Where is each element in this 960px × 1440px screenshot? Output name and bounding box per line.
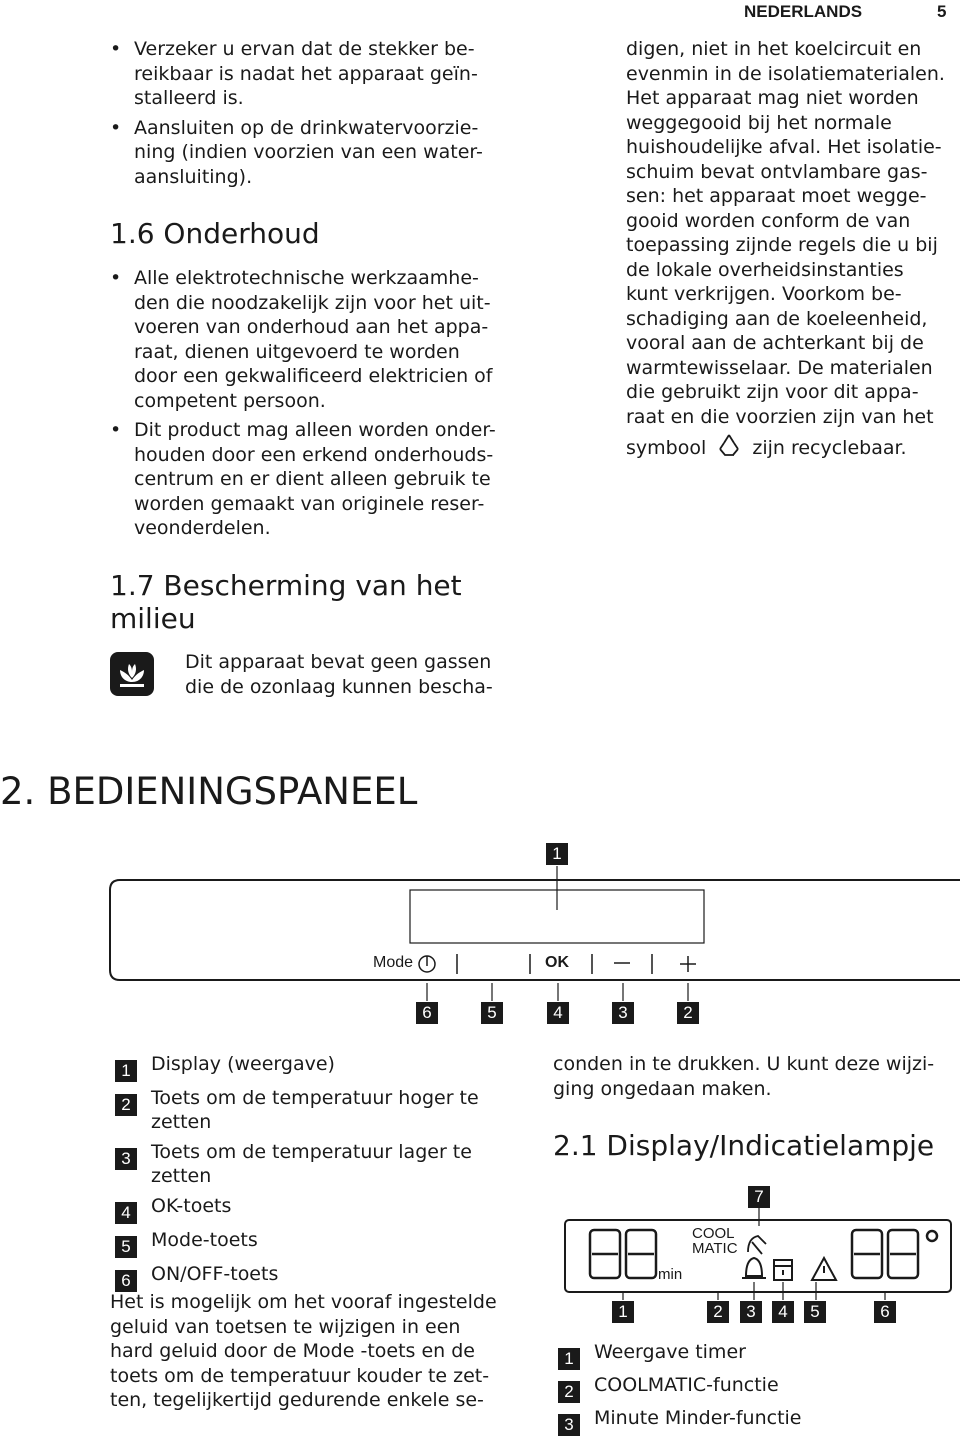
text-line: den die noodzakelijk zijn voor het uit-: [134, 291, 491, 314]
list-item: [110, 116, 520, 190]
text-line: • Dit product mag alleen worden onder-: [134, 419, 496, 441]
text-segment: symbool: [626, 436, 707, 459]
legend-label: OK-toets: [151, 1195, 232, 1217]
text-line: • Alle elektrotechnische werkzaamhe-: [134, 267, 479, 289]
text-line: kunt verkrijgen. Voorkom be-: [626, 283, 902, 305]
callout-5: 5: [481, 1002, 503, 1024]
legend-label: ON/OFF-toets: [151, 1263, 279, 1285]
legend-number: 5: [115, 1236, 137, 1258]
header-language: NEDERLANDS: [744, 2, 863, 21]
recycle-line: [626, 432, 907, 465]
text-line: • Aansluiten op de drinkwatervoorzie-: [134, 116, 479, 139]
ok-button-label[interactable]: OK: [545, 954, 569, 971]
text-line: schuim bevat ontvlambare gas-: [626, 160, 928, 183]
text-line: competent persoon.: [134, 389, 326, 412]
alarm-warning-icon: [812, 1258, 836, 1280]
minute-minder-bell-icon: [742, 1258, 766, 1278]
callout-3: 3: [612, 1002, 634, 1024]
sound-paragraph: [110, 1290, 530, 1413]
text-line: de lokale overheidsinstanties: [626, 258, 904, 281]
legend-label: COOLMATIC-functie: [594, 1374, 779, 1396]
callout-4: 4: [547, 1002, 569, 1024]
text-line: veonderdelen.: [134, 517, 271, 539]
min-label: min: [658, 1266, 683, 1283]
text-line: houden door een erkend onderhouds-: [134, 443, 494, 466]
text-line: raat, dienen uitgevoerd te worden: [134, 340, 460, 363]
text-line: ten, tegelijkertijd gedurende enkele se-: [110, 1389, 484, 1411]
page-number: 5: [937, 2, 947, 21]
text-line: toepassing zijnde regels die u bij: [626, 234, 938, 256]
title-line: 1.7 Bescherming van het: [110, 569, 462, 602]
section-title-milieu: [110, 569, 462, 635]
door-lock-icon: [774, 1260, 792, 1280]
callout-2: 2: [677, 1002, 699, 1024]
text-line: sen: het apparaat moet wegge-: [626, 185, 927, 207]
text-line: ging ongedaan maken.: [553, 1077, 772, 1100]
display-callout-3: 3: [740, 1301, 762, 1323]
bullet-list-onderhoud: [110, 266, 520, 541]
text-line: Dit apparaat bevat geen gassen: [185, 651, 492, 673]
text-line: vooral aan de achterkant bij de: [626, 332, 924, 354]
section-title-onderhoud: 1.6 Onderhoud: [110, 217, 320, 250]
temperature-digits: [852, 1230, 937, 1278]
text-line: Het apparaat mag niet worden: [626, 87, 919, 109]
legend-number: 2: [115, 1094, 137, 1116]
text-line: voeren van onderhoud aan het appa-: [134, 316, 489, 338]
legend-label: Mode-toets: [151, 1229, 258, 1251]
coolmatic-label: [692, 1226, 738, 1256]
display-callout-2: 2: [707, 1301, 729, 1323]
right-column-text: [626, 37, 956, 429]
list-item: [110, 266, 520, 413]
text-line: raat en die voorzien zijn van het: [626, 405, 934, 428]
recycle-icon: [716, 432, 742, 465]
list-item: [110, 37, 520, 111]
text-line: ning (indien voorzien van een water-: [134, 141, 483, 163]
text-line: schadiging aan de koeleenheid,: [626, 307, 928, 330]
display-callout-5: 5: [804, 1301, 826, 1323]
text-line: digen, niet in het koelcircuit en: [626, 38, 922, 60]
list-item: [110, 418, 520, 541]
sound-paragraph-continued: [553, 1052, 953, 1101]
timer-digits: [590, 1230, 656, 1278]
text-line: geluid van toetsen te wijzigen in een: [110, 1315, 461, 1338]
legend-number: 6: [115, 1270, 137, 1292]
display-callout-6: 6: [874, 1301, 896, 1323]
callout-7: 7: [748, 1186, 770, 1208]
control-panel-diagram: [100, 838, 960, 1034]
text-line: hard geluid door de Mode -toets en de: [110, 1340, 475, 1362]
text-line: centrum en er dient alleen gebruik te: [134, 468, 491, 490]
legend-number: 3: [115, 1148, 137, 1170]
text-line: Het is mogelijk om het vooraf ingestelde: [110, 1291, 497, 1313]
legend-label: zetten: [151, 1111, 212, 1133]
legend-label: zetten: [151, 1165, 212, 1187]
coolmatic-icon: [748, 1236, 766, 1254]
legend-label: Toets om de temperatuur hoger te: [151, 1087, 479, 1109]
legend-label: Display (weergave): [151, 1053, 335, 1075]
text-line: gooid worden conform de van: [626, 209, 911, 232]
text-line: stalleerd is.: [134, 87, 244, 109]
text-line: huishoudelijke afval. Het isolatie-: [626, 136, 942, 158]
text-line: toets om de temperatuur kouder te zet-: [110, 1364, 490, 1387]
callout-1: 1: [546, 843, 568, 865]
text-line: COOL: [692, 1225, 735, 1242]
text-line: worden gemaakt van originele reser-: [134, 492, 485, 515]
mode-button-label[interactable]: Mode: [373, 954, 414, 971]
text-line: • Verzeker u ervan dat de stekker be-: [134, 38, 475, 60]
display-callout-4: 4: [772, 1301, 794, 1323]
text-line: door een gekwalificeerd elektricien of: [134, 365, 493, 387]
display-legend: [558, 1340, 948, 1440]
legend-number: 4: [115, 1202, 137, 1224]
legend-label: Toets om de temperatuur lager te: [151, 1141, 472, 1163]
text-segment: zijn recyclebaar.: [752, 436, 907, 459]
panel-legend: [115, 1052, 535, 1292]
text-line: MATIC: [692, 1240, 738, 1257]
legend-number: 2: [558, 1381, 580, 1403]
text-line: aansluiting).: [134, 165, 253, 188]
text-line: evenmin in de isolatiematerialen.: [626, 62, 945, 85]
legend-number: 1: [115, 1060, 137, 1082]
text-line: die de ozonlaag kunnen bescha-: [185, 675, 493, 698]
legend-label: Weergave timer: [594, 1341, 746, 1363]
text-line: warmtewisselaar. De materialen: [626, 356, 933, 379]
legend-number: 1: [558, 1348, 580, 1370]
text-line: conden in te drukken. U kunt deze wijzi-: [553, 1053, 935, 1075]
text-line: reikbaar is nadat het apparaat geïn-: [134, 62, 478, 85]
environment-icon: [110, 652, 154, 696]
section-title-bedieningspaneel: 2. BEDIENINGSPANEEL: [0, 770, 418, 813]
section-title-display: 2.1 Display/Indicatielampje: [553, 1129, 935, 1162]
callout-6: 6: [416, 1002, 438, 1024]
display-callout-1: 1: [612, 1301, 634, 1323]
bullet-list-top: [110, 37, 520, 189]
legend-number: 3: [558, 1414, 580, 1436]
legend-label: Minute Minder-functie: [594, 1407, 802, 1429]
text-line: weggegooid bij het normale: [626, 111, 892, 134]
environment-text: [185, 650, 493, 699]
title-line: milieu: [110, 602, 196, 635]
text-line: die gebruikt zijn voor dit appa-: [626, 381, 919, 403]
